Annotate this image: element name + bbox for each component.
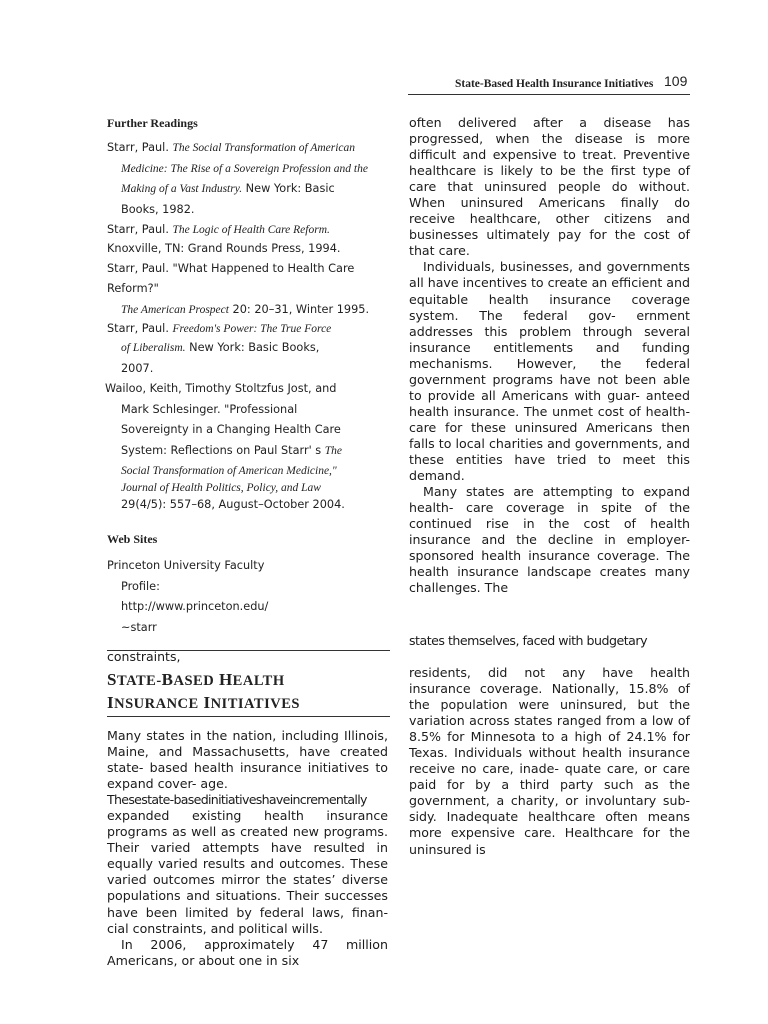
section-title: STATE-BASED HEALTH INSURANCE INITIATIVES [107, 670, 300, 712]
reference-item: Starr, Paul. Freedom's Power: The True Force of Liberalism. New York: Basic Books, 2007. [107, 322, 332, 375]
body-paragraph: often delivered after a disease has progressed, when the disease is more difficult and expensive to treat. Preventive healthcare is likely to be the first type of care that uninsured people do without. When uninsured Americans finally do receive healthcare, other citizens and businesses ultimately pay for the cost of that care. [409, 115, 690, 259]
body-line-right-middle: states themselves, faced with budgetary [409, 633, 648, 648]
running-header-title: State-Based Health Insurance Initiatives [455, 78, 654, 90]
carryover-text: constraints, [107, 649, 181, 664]
body-line: Thesestate-basedinitiativeshaveincrementally [107, 792, 367, 808]
title-bottom-rule [107, 716, 390, 717]
web-sites-heading: Web Sites [107, 532, 158, 546]
reference-item: Starr, Paul. The Logic of Health Care Reform. Knoxville, TN: Grand Rounds Press, 1994. [107, 223, 341, 255]
reference-list [107, 138, 397, 516]
body-paragraph: residents, did not any have health insurance coverage. Nationally, 15.8% of the population were uninsured, but the variation across states ranged from a low of 8.5% for Minnesota to a high of 24.1% for Texas. Individuals without health insurance receive no care, inade- quate care, or care paid for by a third party such as the government, a charity, or involuntary sub- sidy. Inadequate healthcare often means more expensive care. Healthcare for the uninsured is [409, 665, 690, 857]
body-column-right-top [409, 115, 690, 596]
page-number: 109 [664, 73, 688, 89]
reference-item: Starr, Paul. The Social Transformation of American Medicine: The Rise of a Sovereign Profession and the Making of a Vast Industry. New York: Basic Books, 1982. [107, 141, 368, 216]
body-paragraph: Many states are attempting to expand health- care coverage in spite of the continued rise in the cost of health insurance and the decline in employer-sponsored health insurance coverage. The health insurance landscape creates many challenges. The [409, 484, 690, 596]
body-paragraph: expanded existing health insurance programs as well as created new programs. Their varied attempts have resulted in equally varied results and outcomes. These varied outcomes mirror the states’ diverse populations and situations. Their successes have been limited by federal laws, finan- cial constraints, and political wills. [107, 808, 388, 936]
web-site-link[interactable]: ~starr [121, 620, 157, 634]
body-paragraph: Individuals, businesses, and governments all have incentives to create an efficient and equitable health insurance coverage system. The federal gov- ernment addresses this problem through several insurance entitlements and funding mechanisms. However, the federal government programs have not been able to provide all Americans with guar- anteed health insurance. The unmet cost of health- care for these uninsured Americans then falls to local charities and governments, and these entities have tried to meet this demand. [409, 259, 690, 484]
web-site-link[interactable]: http://www.princeton.edu/ [121, 600, 269, 613]
web-sites-list [107, 556, 397, 638]
body-paragraph: In 2006, approximately 47 million Americans, or about one in six [107, 936, 388, 968]
body-paragraph: Many states in the nation, including Illinois, Maine, and Massachusetts, have created state- based health insurance initiatives to expand cover- age. [107, 728, 388, 792]
body-column-right-bottom [409, 665, 690, 858]
reference-item: Starr, Paul. "What Happened to Health Care Reform?" The American Prospect 20: 20–31, Winter 1995. [107, 261, 370, 316]
web-site-line: Profile: [121, 579, 160, 593]
header-rule [408, 94, 690, 95]
body-column-left [107, 728, 388, 969]
web-site-line: Princeton University Faculty [107, 559, 265, 572]
reference-item: Wailoo, Keith, Timothy Stoltzfus Jost, and Mark Schlesinger. "Professional Sovereignty in a Changing Health Care System: Reflections on Paul Starr' s The Social Transformation of American Medicine," Journal of Health Politics, Policy, and Law 29(4/5): 557–68, August–October 2004. [105, 382, 345, 511]
further-readings-heading: Further Readings [107, 116, 198, 130]
